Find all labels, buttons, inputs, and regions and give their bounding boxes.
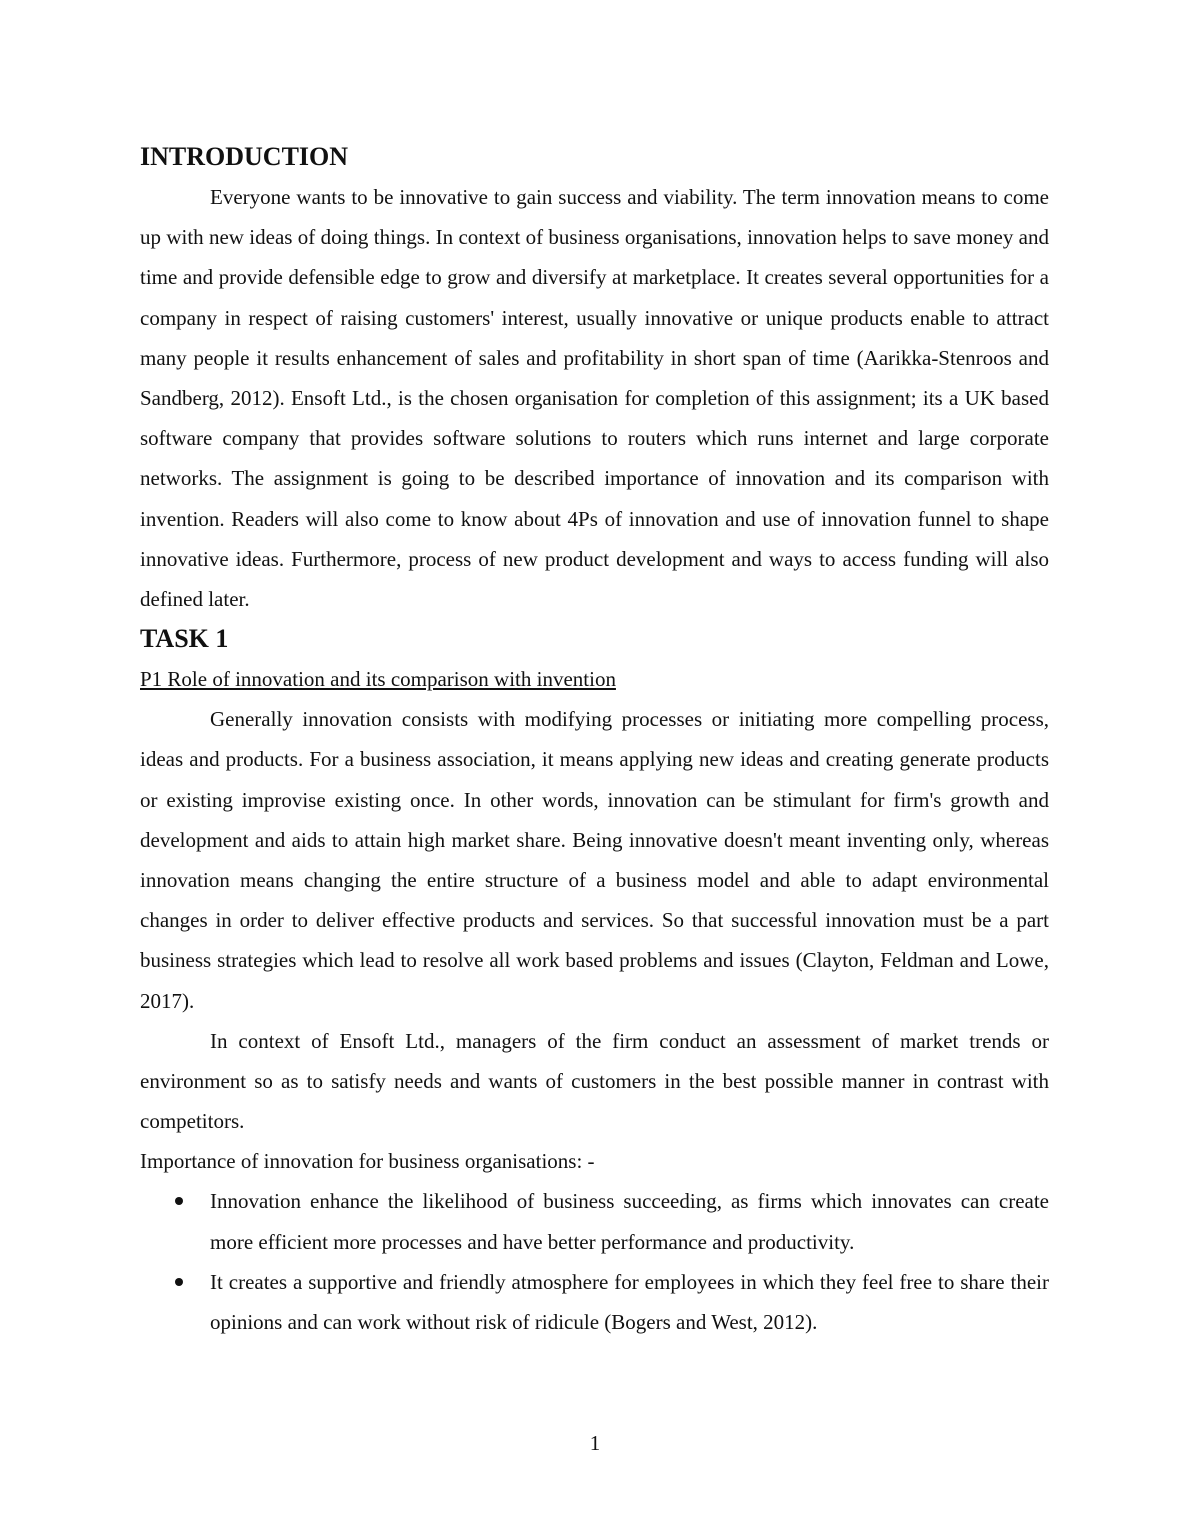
introduction-heading: INTRODUCTION — [140, 142, 349, 171]
task1-heading: TASK 1 — [140, 624, 229, 654]
importance-label: Importance of innovation for business organisations: - — [140, 1149, 595, 1174]
bullet-icon — [175, 1197, 183, 1205]
task1-paragraph-1: Generally innovation consists with modifying processes or initiating more compelling process, ideas and products. For a business association, it means applying new ideas and creating generate products or existing improvise existing once. In other words, innovation can be stimulant for firm's growth and development and aids to attain high market share. Being innovative doesn't meant inventing only, whereas innovation means changing the entire structure of a business model and able to adapt environmental changes in order to deliver effective products and services. So that successful innovation must be a part business strategies which lead to resolve all work based problems and issues (Clayton, Feldman and Lowe, 2017). — [140, 707, 1049, 1013]
document-page — [140, 137, 1049, 1342]
introduction-paragraph: Everyone wants to be innovative to gain success and viability. The term innovation means to come up with new ideas of doing things. In context of business organisations, innovation helps to save money and time and provide defensible edge to grow and diversify at marketplace. It creates several opportunities for a company in respect of raising customers' interest, usually innovative or unique products enable to attract many people it results enhancement of sales and profitability in short span of time (Aarikka-Stenroos and Sandberg, 2012). Ensoft Ltd., is the chosen organisation for completion of this assignment; its a UK based software company that provides software solutions to routers which runs internet and large corporate networks. The assignment is going to be described importance of innovation and its comparison with invention. Readers will also come to know about 4Ps of innovation and use of innovation funnel to shape innovative ideas. Furthermore, process of new product development and ways to access funding will also defined later. — [140, 185, 1049, 612]
bullet-text: It creates a supportive and friendly atmosphere for employees in which they feel free to share their opinions and can work without risk of ridicule (Bogers and West, 2012). — [210, 1269, 1049, 1335]
bullet-item — [140, 1181, 1049, 1261]
bullet-icon — [175, 1278, 183, 1286]
bullet-item — [140, 1262, 1049, 1342]
p1-subheading: P1 Role of innovation and its comparison with invention — [140, 667, 616, 692]
importance-bullet-list — [140, 1181, 1049, 1342]
task1-paragraph-2: In context of Ensoft Ltd., managers of the firm conduct an assessment of market trends or environment so as to satisfy needs and wants of customers in the best possible manner in contrast with competitors. — [140, 1028, 1049, 1134]
page-number: 1 — [589, 1431, 601, 1455]
bullet-text: Innovation enhance the likelihood of business succeeding, as firms which innovates can create more efficient more processes and have better performance and productivity. — [210, 1189, 1049, 1254]
